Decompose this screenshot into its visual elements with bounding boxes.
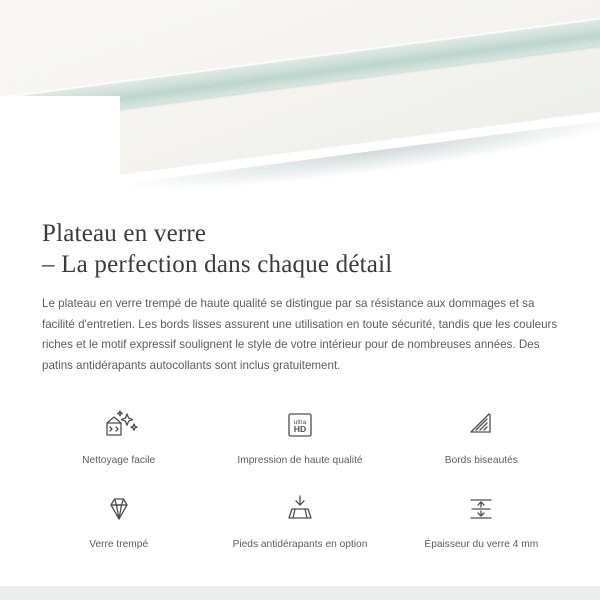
- page-title: [42, 218, 558, 280]
- feature-grid: [0, 398, 600, 552]
- feature-label: Bords biseautés: [444, 455, 518, 466]
- feature-item-glass-thickness: [391, 482, 572, 552]
- feature-label: Épaisseur du verre 4 mm: [424, 539, 539, 550]
- hero-bottom-mask: [0, 190, 600, 196]
- headline-line-1: Plateau en verre: [42, 220, 207, 247]
- content-block: [0, 196, 600, 376]
- feature-label: Pieds antidérapants en option: [232, 539, 368, 550]
- glass-thickness-icon: [458, 486, 504, 532]
- feature-item-tempered-glass: [28, 482, 209, 552]
- feature-item-easy-cleaning: [28, 398, 209, 468]
- body-paragraph: Le plateau en verre trempé de haute qualité se distingue par sa résistance aux dommages et sa facilité d'entretien. Les bords lisses assurent une utilisation en toute sécurité, tandis que les couleurs riches et le motif expressif soulignent le style de votre intérieur pour de nombreuses années. Des patins antidérapants autocollants sont inclus gratuitement.: [42, 297, 558, 372]
- svg-text:HD: HD: [293, 424, 307, 434]
- feature-item-print-quality: [209, 398, 390, 468]
- diamond-icon: [96, 486, 142, 532]
- hero-left-mask: [0, 96, 120, 196]
- hero-product-image: [0, 0, 600, 196]
- feature-item-beveled-edges: [391, 398, 572, 468]
- footer-bar: [0, 586, 600, 600]
- feature-label: Impression de haute qualité: [237, 455, 363, 466]
- anti-slip-feet-icon: [277, 486, 323, 532]
- feature-label: Nettoyage facile: [82, 455, 156, 466]
- beveled-edges-icon: [458, 402, 504, 448]
- sparkle-cloth-icon: [96, 402, 142, 448]
- ultra-hd-icon: [277, 402, 323, 448]
- feature-label: Verre trempé: [89, 539, 149, 550]
- headline-line-2: – La perfection dans chaque détail: [42, 251, 393, 278]
- hero-image-inner: [0, 0, 600, 196]
- feature-item-anti-slip-feet: [209, 482, 390, 552]
- svg-text:ultra: ultra: [293, 419, 307, 426]
